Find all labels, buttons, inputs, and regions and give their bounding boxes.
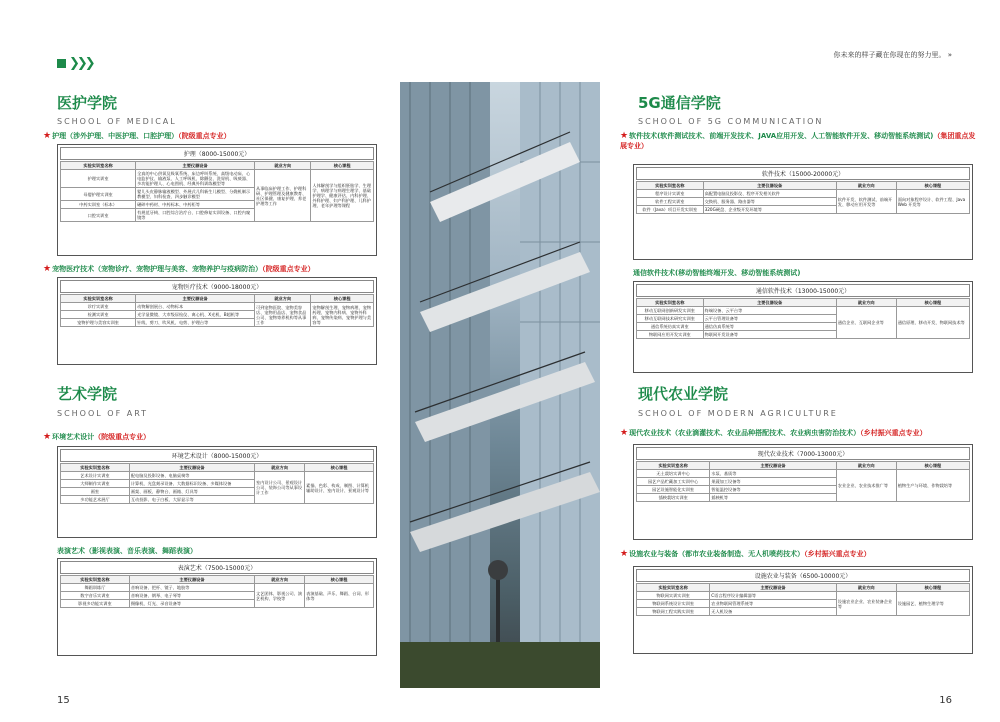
fiveg-title: 5G通信学院 — [638, 94, 721, 112]
col-header: 就业方向 — [255, 464, 305, 472]
cell: 宠物护理与美容实训室 — [61, 319, 136, 327]
col-header: 就业方向 — [836, 462, 896, 470]
table-title: 现代农业技术（7000-13000元） — [636, 447, 970, 460]
cell: 程序设计实训室 — [637, 190, 704, 198]
col-header: 核心课程 — [896, 462, 969, 470]
cell-job: 文艺团体、影视公司、演艺机构、学校等 — [255, 584, 305, 608]
medical-en: SCHOOL OF MEDICAL — [57, 117, 177, 126]
cell-course: 宠物解剖生理、宠物病理、宠物药理、宠物内科病、宠物外科病、宠物传染病、宠物护理与美容等 — [311, 303, 374, 327]
cell-course: 通信原理、移动开发、物联网技术等 — [896, 307, 969, 339]
medical-major1 — [43, 131, 373, 141]
major-name: 软件技术(软件测试技术、前端开发技术、JAVA应用开发、人工智能软件开发、移动智能系统测试) — [629, 132, 934, 140]
col-header: 就业方向 — [255, 576, 305, 584]
table-row — [637, 592, 970, 600]
fiveg-table1 — [633, 164, 973, 260]
agri-major2 — [620, 549, 982, 559]
cell-course: 表演基础、声乐、舞蹈、台词、形体等 — [305, 584, 374, 608]
major-name: 环境艺术设计 — [52, 433, 95, 441]
photo-illustration — [400, 82, 600, 688]
page-number-right: 16 — [939, 695, 952, 706]
col-header: 实验实训室名称 — [637, 182, 704, 190]
cell: 针线、剪刀、吹风机、电剪、护理台等 — [136, 319, 255, 327]
cell-course: 面向对象程序设计、软件工程、Java Web 开发等 — [896, 190, 969, 214]
col-header: 就业方向 — [255, 295, 311, 303]
cell: 移动互联网技术研究实训室 — [637, 315, 704, 323]
art-major1 — [43, 432, 373, 442]
agri-table1 — [633, 444, 973, 540]
medical-major2 — [43, 264, 378, 274]
art-table2 — [57, 558, 377, 656]
cell: 画架、画板、静物台、画箱、灯具等 — [129, 488, 254, 496]
col-header: 实验实训室名称 — [637, 299, 704, 307]
agri-major1 — [620, 428, 982, 438]
cell: 摄像机、灯光、录音设备等 — [129, 600, 254, 608]
major-name: 表演艺术（影视表演、音乐表演、舞蹈表演） — [57, 547, 197, 555]
medical-title: 医护学院 — [57, 94, 118, 112]
cell: 计算机、光盘刻录设备、大数据标识设备、多媒体设备 — [129, 480, 254, 488]
major-name: 护理（涉外护理、中医护理、口腔护理） — [52, 132, 179, 140]
cell: 终端设备、云平台等 — [703, 307, 836, 315]
agri-table2 — [633, 566, 973, 654]
cell-job: 室内设计公司、景观设计公司、装饰公司等从事设计工作 — [255, 472, 305, 504]
cell: 诊疗实训室 — [61, 303, 136, 311]
cell-course: 人体解剖学与组织胚胎学、生理学、病理学与病理生理学、基础护理学、健康评估、内科护理、外科护理、妇产科护理、儿科护理、老年护理等课程 — [311, 170, 374, 222]
cell: 碾碎中药材、中药标本、中药柜等 — [136, 201, 255, 209]
cell: 母婴护理实训室 — [61, 188, 136, 201]
data-table — [60, 463, 374, 504]
cell: 大师制作实训室 — [61, 480, 130, 488]
star-icon: ★ — [43, 432, 52, 442]
table-row — [637, 307, 970, 315]
col-header: 就业方向 — [836, 299, 896, 307]
major-name: 现代农业技术（农业滴灌技术、农业品种搭配技术、农业病虫害防治技术） — [629, 429, 861, 437]
fiveg-major2 — [633, 268, 973, 278]
agri-en: SCHOOL OF MODERN AGRICULTURE — [638, 409, 838, 418]
cell: 通信系统仿真实训室 — [637, 323, 704, 331]
cell: 物联网系统设计实训室 — [637, 600, 710, 608]
data-table — [636, 583, 970, 616]
col-header: 核心课程 — [896, 182, 969, 190]
cell: 舞蹈训练厅 — [61, 584, 130, 592]
cell: 婴儿头皮静脉输液模型、外展式儿科新生儿模型、分娩机制示教模型、妇科检查、四步触诊模型 — [136, 188, 255, 201]
table-row — [61, 472, 374, 480]
col-header: 主要仪器设备 — [703, 299, 836, 307]
page-number-left: 15 — [57, 695, 70, 706]
left-page — [0, 0, 400, 722]
major-name: 宠物医疗技术（宠物诊疗、宠物护理与美容、宠物养护与疫病防治） — [52, 265, 263, 273]
cell: 检测实训室 — [61, 311, 136, 319]
cell: 软件工程实训室 — [637, 198, 704, 206]
col-header: 实验实训室名称 — [637, 584, 710, 592]
fiveg-major1 — [620, 131, 982, 151]
cell: 移动互联网创新研发实训室 — [637, 307, 704, 315]
cell: 物联网应用开发实训室 — [637, 331, 704, 339]
fiveg-table2 — [633, 281, 973, 373]
slogan-text: 你未来的样子藏在你现在的努力里。 — [833, 51, 946, 59]
data-table — [60, 294, 374, 327]
building-staircase-photo — [400, 82, 600, 688]
star-icon: ★ — [620, 131, 629, 141]
cell: 果蔬加工设备等 — [710, 478, 837, 486]
star-icon: ★ — [43, 264, 52, 274]
col-header: 实验实训室名称 — [61, 576, 130, 584]
col-header: 就业方向 — [255, 162, 311, 170]
major-name: 通信软件技术(移动智能终端开发、移动智能系统测试) — [633, 269, 801, 277]
cell: 智能温控设备等 — [710, 486, 837, 494]
cell-job: 可到宠物医院、宠物美容店、宠物用品店、宠物食品公司、宠物寄养机构等从事工作 — [255, 303, 311, 327]
cell: 320G硬盘、企业级开发环境等 — [703, 206, 836, 214]
cell-job: 从事临床护理工作、护理科研、护理管理及健康教育、社区保健、康复护理、养老护理等工作 — [255, 170, 311, 222]
table-title: 通信软件技术（13000-15000元） — [636, 284, 970, 297]
cell: 农业物联网管理系统等 — [710, 600, 837, 608]
star-icon: ★ — [620, 428, 629, 438]
col-header: 主要仪器设备 — [703, 182, 836, 190]
chevron-right-icon: » — [947, 51, 952, 59]
major-tag: （乡村振兴重点专业） — [860, 429, 927, 437]
medical-table1 — [57, 144, 377, 256]
cell: 插秧机等 — [710, 494, 837, 502]
major-tag: （院级重点专业） — [94, 433, 151, 441]
col-header: 主要仪器设备 — [136, 162, 255, 170]
art-en: SCHOOL OF ART — [57, 409, 149, 418]
chevrons-icon: ❯❯❯ — [69, 56, 93, 71]
cell: 软件（Java）项目开发实训室 — [637, 206, 704, 214]
cell: 画室 — [61, 488, 130, 496]
col-header: 实验实训室名称 — [61, 162, 136, 170]
cell: 交换机、服务器、路由器等 — [703, 198, 836, 206]
cell: 动物解剖展台、动物标本 — [136, 303, 255, 311]
data-table — [60, 161, 374, 222]
major-tag: （院级重点专业） — [262, 265, 315, 273]
col-header: 核心课程 — [305, 576, 374, 584]
table-title: 设施农业与装备（6500-10000元） — [636, 569, 970, 582]
col-header: 主要仪器设备 — [129, 464, 254, 472]
cell: 配电脑及投影设备、电脑桌椅等 — [129, 472, 254, 480]
col-header: 就业方向 — [836, 584, 896, 592]
col-header: 实验实训室名称 — [61, 464, 130, 472]
data-table — [636, 298, 970, 339]
cell: 园艺产品贮藏加工实训中心 — [637, 478, 710, 486]
cell-job: 农业企业、农业技术推广等 — [836, 470, 896, 502]
cell: C语言程序设计编辑器等 — [710, 592, 837, 600]
cell: 通信仿真系统等 — [703, 323, 836, 331]
cell: 互动投影、电子白板、大屏显示等 — [129, 496, 254, 504]
cell: 光学显微镜、大市级尿检仪、离心机、X光机、B超机等 — [136, 311, 255, 319]
cell: 有规范牙椅、口腔综合治疗台、口腔修复实训设备、口腔内窥镜等 — [136, 209, 255, 222]
col-header: 实验实训室名称 — [637, 462, 710, 470]
cell: 口腔实训室 — [61, 209, 136, 222]
table-row — [637, 190, 970, 198]
cell: 护理实训室 — [61, 170, 136, 188]
cell: 插秧栽培实训室 — [637, 494, 710, 502]
cell-job: 设施农业企业、农业装备企业等 — [836, 592, 896, 616]
cell: 音响设备、钢琴、电子琴等 — [129, 592, 254, 600]
cell-course: 设施园艺、植物生理学等 — [896, 592, 969, 616]
data-table — [60, 575, 374, 608]
cell: 园艺设施智能化实训室 — [637, 486, 710, 494]
cell: 无土栽培实训中心 — [637, 470, 710, 478]
art-table1 — [57, 446, 377, 538]
cell: 多功能艺术展厅 — [61, 496, 130, 504]
major-tag: （乡村振兴重点专业） — [804, 550, 871, 558]
col-header: 主要仪器设备 — [129, 576, 254, 584]
col-header: 核心课程 — [896, 299, 969, 307]
major-tag: （集团重点发展专业） — [620, 132, 976, 150]
cell-course: 植物生产与环境、作物栽培等 — [896, 470, 969, 502]
cell: 水泵、基质等 — [710, 470, 837, 478]
table-row — [61, 303, 374, 311]
star-icon: ★ — [43, 131, 52, 141]
col-header: 核心课程 — [311, 162, 374, 170]
data-table — [636, 461, 970, 502]
cell: 影视多功能实训室 — [61, 600, 130, 608]
col-header: 主要仪器设备 — [710, 584, 837, 592]
table-title: 表演艺术（7500-15000元） — [60, 561, 374, 574]
table-row — [61, 170, 374, 188]
star-icon: ★ — [620, 549, 629, 559]
medical-table2 — [57, 277, 377, 365]
col-header: 主要仪器设备 — [710, 462, 837, 470]
col-header: 核心课程 — [311, 295, 374, 303]
agri-title: 现代农业学院 — [638, 385, 729, 403]
art-title: 艺术学院 — [57, 385, 118, 403]
cell: 物联网开发设备等 — [703, 331, 836, 339]
major-tag: （院级重点专业） — [178, 132, 231, 140]
table-title: 宠物医疗技术（9000-18000元） — [60, 280, 374, 293]
art-major2 — [57, 546, 377, 556]
cell-job: 通信企业、互联网企业等 — [836, 307, 896, 339]
cell-course: 素描、色彩、构成、制图、计算机辅助设计、室内设计、景观设计等 — [305, 472, 374, 504]
cell: 音响设备、把杆、镜子、地胶等 — [129, 584, 254, 592]
col-header: 实验实训室名称 — [61, 295, 136, 303]
col-header: 核心课程 — [896, 584, 969, 592]
major-name: 设施农业与装备（都市农业装备制造、无人机喷药技术） — [629, 550, 805, 558]
table-row — [637, 470, 970, 478]
cell: 艺术设计实训室 — [61, 472, 130, 480]
cell-job: 软件开发、软件测试、前端开发、移动应用开发等 — [836, 190, 896, 214]
cell: 中药实训室（标本） — [61, 201, 136, 209]
cell: 无人机设备 — [710, 608, 837, 616]
col-header: 主要仪器设备 — [136, 295, 255, 303]
right-page — [600, 0, 1000, 722]
table-title: 软件技术（15000-20000元） — [636, 167, 970, 180]
table-row — [61, 584, 374, 592]
fiveg-en: SCHOOL OF 5G COMMUNICATION — [638, 117, 824, 126]
cell: 物联网实训实训室 — [637, 592, 710, 600]
col-header: 就业方向 — [836, 182, 896, 190]
cell: 云平台管理设备等 — [703, 315, 836, 323]
cell: 高配置电脑及投影仪、程序开发相关软件 — [703, 190, 836, 198]
cell: 物联网工程实践实训室 — [637, 608, 710, 616]
table-title: 环境艺术设计（8000-15000元） — [60, 449, 374, 462]
cell: 全真的中心供氧及吸氧系统、床边呼叫系统、高级电动床、心电监护仪、输液泵、人工呼吸机、除颤仪、洗胃机、吸痰器、多功能护理人、心电图机、经典外科训练模型等 — [136, 170, 255, 188]
cell: 数字音乐实训室 — [61, 592, 130, 600]
col-header: 核心课程 — [305, 464, 374, 472]
table-title: 护理（8000-15000元） — [60, 147, 374, 160]
data-table — [636, 181, 970, 214]
